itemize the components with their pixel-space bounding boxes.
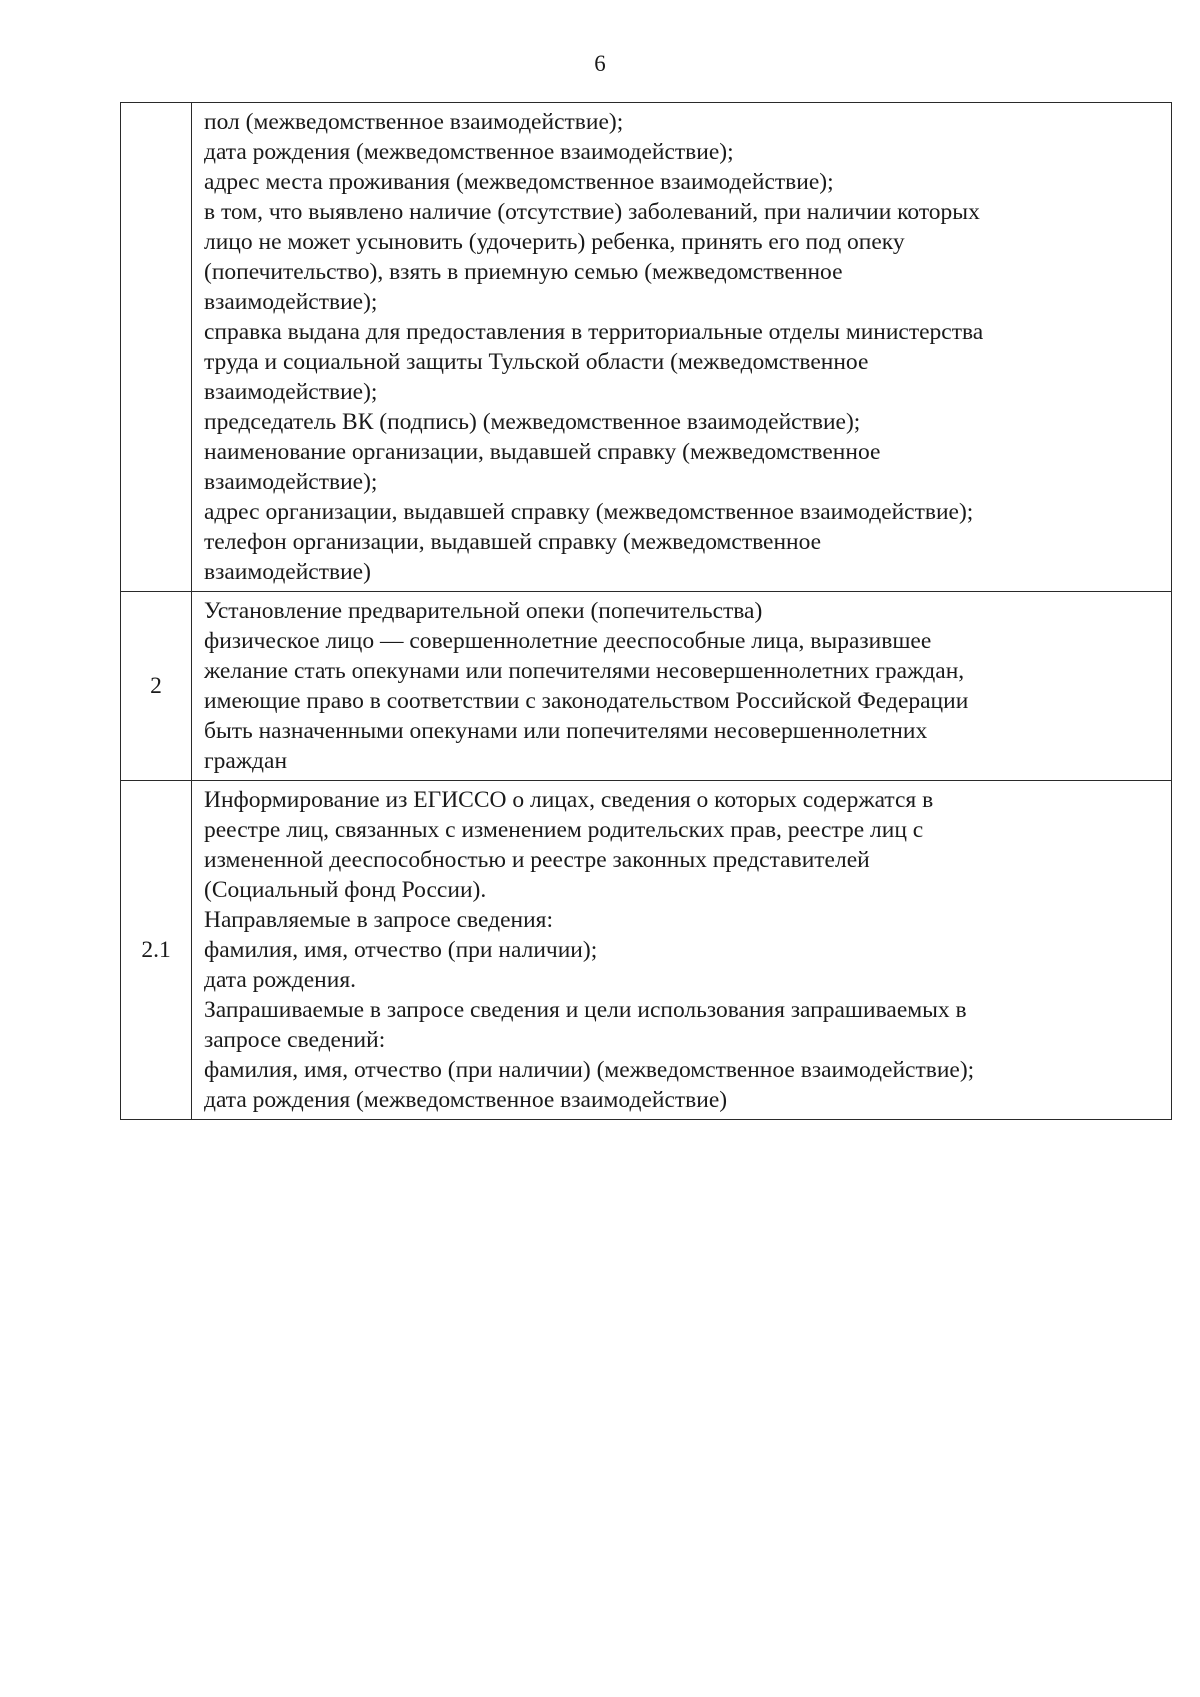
- text-line: в том, что выявлено наличие (отсутствие) заболеваний, при наличии которых: [204, 199, 980, 225]
- text-line: лицо не может усыновить (удочерить) ребенка, принять его под опеку: [204, 229, 905, 255]
- text-line: (Социальный фонд России).: [204, 877, 487, 903]
- text-line: граждан: [204, 748, 288, 774]
- text-line: телефон организации, выдавшей справку (межведомственное: [204, 529, 822, 555]
- text-line: (попечительство), взять в приемную семью (межведомственное: [204, 259, 843, 285]
- text-line: наименование организации, выдавшей справку (межведомственное: [204, 439, 881, 465]
- text-line: адрес организации, выдавшей справку (межведомственное взаимодействие);: [204, 499, 974, 525]
- text-line: председатель ВК (подпись) (межведомственное взаимодействие);: [204, 409, 861, 435]
- row-text-cell: [192, 592, 1172, 781]
- text-line: фамилия, имя, отчество (при наличии) (межведомственное взаимодействие);: [204, 1057, 975, 1083]
- page-number: 6: [594, 51, 606, 76]
- text-line: пол (межведомственное взаимодействие);: [204, 109, 624, 135]
- text-line: имеющие право в соответствии с законодательством Российской Федерации: [204, 688, 969, 714]
- text-line: Направляемые в запросе сведения:: [204, 907, 554, 933]
- text-line: запросе сведений:: [204, 1027, 386, 1053]
- text-line: адрес места проживания (межведомственное взаимодействие);: [204, 169, 834, 195]
- row-text-cell: [192, 103, 1172, 592]
- document-table: [120, 102, 1172, 1120]
- text-line: дата рождения.: [204, 967, 357, 993]
- row-number-cell: 2: [121, 592, 192, 781]
- text-line: Запрашиваемые в запросе сведения и цели использования запрашиваемых в: [204, 997, 967, 1023]
- row-text-cell: [192, 781, 1172, 1120]
- text-line: Информирование из ЕГИССО о лицах, сведения о которых содержатся в: [204, 787, 934, 813]
- row-number-cell: [121, 103, 192, 592]
- text-line: желание стать опекунами или попечителями несовершеннолетних граждан,: [204, 658, 965, 684]
- text-line: быть назначенными опекунами или попечителями несовершеннолетних: [204, 718, 928, 744]
- text-line: взаимодействие);: [204, 469, 378, 495]
- text-line: труда и социальной защиты Тульской области (межведомственное: [204, 349, 869, 375]
- row-number-cell: 2.1: [121, 781, 192, 1120]
- text-line: дата рождения (межведомственное взаимодействие): [204, 1087, 728, 1113]
- text-line: взаимодействие): [204, 559, 371, 585]
- table-row: [121, 103, 1172, 592]
- text-line: реестре лиц, связанных с изменением родительских прав, реестре лиц с: [204, 817, 924, 843]
- text-line: измененной дееспособностью и реестре законных представителей: [204, 847, 870, 873]
- text-line: физическое лицо — совершеннолетние дееспособные лица, выразившее: [204, 628, 932, 654]
- text-line: Установление предварительной опеки (попечительства): [204, 598, 763, 624]
- table-row: [121, 781, 1172, 1120]
- text-line: взаимодействие);: [204, 289, 378, 315]
- text-line: справка выдана для предоставления в территориальные отделы министерства: [204, 319, 984, 345]
- table-row: [121, 592, 1172, 781]
- text-line: фамилия, имя, отчество (при наличии);: [204, 937, 598, 963]
- text-line: дата рождения (межведомственное взаимодействие);: [204, 139, 734, 165]
- text-line: взаимодействие);: [204, 379, 378, 405]
